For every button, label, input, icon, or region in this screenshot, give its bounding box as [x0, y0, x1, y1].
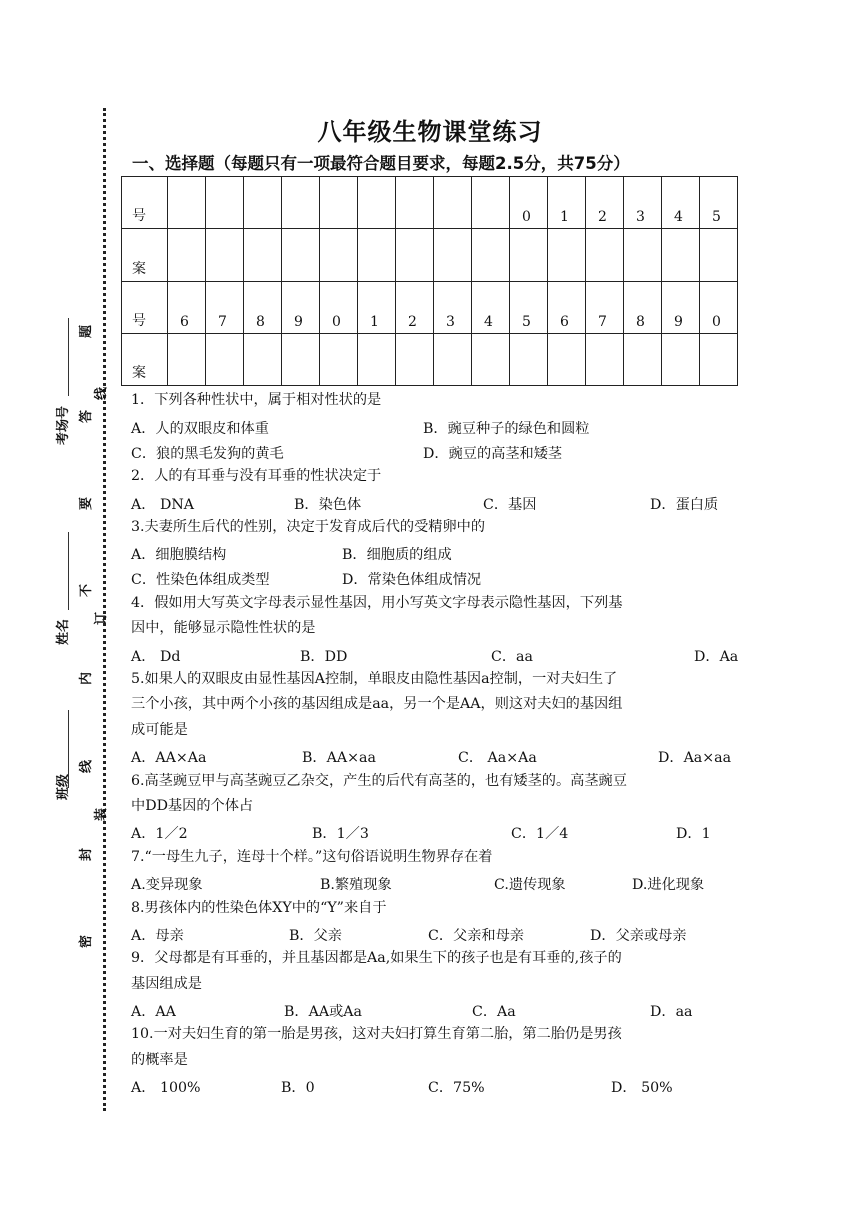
answer-cell[interactable] [434, 333, 472, 385]
table-cell: 3 [434, 281, 472, 333]
answer-cell[interactable] [396, 229, 434, 281]
question-stem: 1．下列各种性状中，属于相对性状的是 [131, 392, 382, 408]
option[interactable]: B．DD [300, 649, 348, 665]
seal-char: 封 [79, 847, 95, 862]
seal-char-2: 线 [94, 386, 110, 401]
option[interactable]: A．人的双眼皮和体重 [131, 421, 269, 437]
option[interactable]: C．75% [428, 1080, 485, 1096]
answer-cell[interactable] [700, 333, 738, 385]
answer-cell[interactable] [396, 333, 434, 385]
exam-room-line [68, 318, 69, 396]
option[interactable]: C．基因 [483, 497, 537, 513]
option[interactable]: A． Dd [131, 649, 181, 665]
table-cell: 4 [472, 281, 510, 333]
option[interactable]: B．细胞质的组成 [342, 547, 452, 563]
question-stem: 10.一对夫妇生育的第一胎是男孩，这对夫妇打算生育第二胎，第二胎仍是男孩 [131, 1026, 622, 1042]
option[interactable]: A．AA×Aa [131, 750, 207, 766]
option[interactable]: D.进化现象 [632, 877, 705, 893]
answer-cell[interactable] [472, 229, 510, 281]
answer-cell[interactable] [282, 333, 320, 385]
answer-cell[interactable] [662, 333, 700, 385]
option[interactable]: D． 50% [611, 1080, 673, 1096]
table-cell[interactable] [472, 177, 510, 229]
option[interactable]: D．Aa×aa [658, 750, 732, 766]
answer-cell[interactable] [358, 333, 396, 385]
option[interactable]: A．AA [131, 1004, 176, 1020]
answer-cell[interactable] [244, 229, 282, 281]
table-cell: 8 [244, 281, 282, 333]
option[interactable]: D．父亲或母亲 [590, 928, 687, 944]
table-cell: 9 [282, 281, 320, 333]
option[interactable]: B．豌豆种子的绿色和圆粒 [423, 421, 590, 437]
table-cell[interactable] [168, 177, 206, 229]
exam-room-label: 考场号 [56, 405, 71, 445]
table-cell: 6 [548, 281, 586, 333]
table-cell[interactable] [358, 177, 396, 229]
answer-cell[interactable] [624, 333, 662, 385]
option[interactable]: D．aa [650, 1004, 693, 1020]
question-stem: 2．人的有耳垂与没有耳垂的性状决定于 [131, 468, 382, 484]
answer-cell[interactable] [662, 229, 700, 281]
table-cell: 0 [320, 281, 358, 333]
option[interactable]: C．父亲和母亲 [428, 928, 524, 944]
table-row [122, 229, 738, 281]
question-stem: 9．父母都是有耳垂的，并且基因都是Aa,如果生下的孩子也是有耳垂的,孩子的 [131, 950, 622, 966]
option[interactable]: B．父亲 [289, 928, 342, 944]
question-stem: 4．假如用大写英文字母表示显性基因，用小写英文字母表示隐性基因，下列基 [131, 595, 623, 611]
answer-cell[interactable] [472, 333, 510, 385]
option[interactable]: B．AA或Aa [284, 1004, 362, 1020]
name-label: 姓名 [56, 618, 71, 645]
table-cell: 9 [662, 281, 700, 333]
table-cell: 2 [586, 177, 624, 229]
question-stem: 基因组成是 [131, 976, 202, 992]
table-row [122, 333, 738, 385]
table-cell: 0 [510, 177, 548, 229]
table-cell: 号 [122, 177, 168, 229]
table-cell: 案 [122, 229, 168, 281]
answer-cell[interactable] [320, 333, 358, 385]
table-cell: 8 [624, 281, 662, 333]
answer-cell[interactable] [206, 229, 244, 281]
option[interactable]: B．AA×aa [302, 750, 376, 766]
question-stem: 7.“一母生九子，连母十个样。”这句俗语说明生物界存在着 [131, 849, 493, 865]
option[interactable]: D．1 [676, 826, 711, 842]
question-stem: 成可能是 [131, 722, 188, 738]
table-cell: 7 [206, 281, 244, 333]
answer-cell[interactable] [624, 229, 662, 281]
option[interactable]: C．性染色体组成类型 [131, 572, 270, 588]
page-title: 八年级生物课堂练习 [317, 118, 543, 146]
answer-cell[interactable] [548, 229, 586, 281]
answer-cell[interactable] [548, 333, 586, 385]
option[interactable]: D．蛋白质 [650, 497, 719, 513]
seal-char: 不 [79, 583, 95, 598]
option[interactable]: B.繁殖现象 [320, 877, 392, 893]
question-stem: 中DD基因的个体占 [131, 798, 254, 814]
question-stem: 5.如果人的双眼皮由显性基因A控制，单眼皮由隐性基因a控制，一对夫妇生了 [131, 671, 618, 687]
seal-char: 内 [79, 671, 95, 686]
table-cell[interactable] [320, 177, 358, 229]
option[interactable]: C．1／4 [511, 826, 569, 842]
answer-cell[interactable] [206, 333, 244, 385]
answer-cell[interactable] [434, 229, 472, 281]
name-line [68, 532, 69, 610]
table-cell: 3 [624, 177, 662, 229]
option[interactable]: A． 100% [131, 1080, 201, 1096]
answer-cell[interactable] [586, 333, 624, 385]
option[interactable]: A.变异现象 [131, 877, 203, 893]
table-cell: 0 [700, 281, 738, 333]
answer-cell[interactable] [282, 229, 320, 281]
question-stem: 3.夫妻所生后代的性别，决定于发育成后代的受精卵中的 [131, 519, 486, 535]
option[interactable]: D．豌豆的高茎和矮茎 [423, 446, 563, 462]
option[interactable]: B．1／3 [312, 826, 369, 842]
table-cell: 4 [662, 177, 700, 229]
answer-cell[interactable] [168, 333, 206, 385]
class-label: 班级 [56, 773, 71, 800]
table-cell[interactable] [282, 177, 320, 229]
answer-cell[interactable] [168, 229, 206, 281]
table-cell: 2 [396, 281, 434, 333]
option[interactable]: D．Aa [694, 649, 739, 665]
answer-cell[interactable] [244, 333, 282, 385]
seal-char: 线 [79, 759, 95, 774]
option[interactable]: B．0 [281, 1080, 315, 1096]
option[interactable]: A．1／2 [131, 826, 188, 842]
seal-char: 答 [79, 409, 95, 424]
answer-cell[interactable] [510, 333, 548, 385]
option[interactable]: C．aa [491, 649, 533, 665]
seal-char-2: 订 [94, 611, 110, 626]
table-cell: 7 [586, 281, 624, 333]
option[interactable]: D．常染色体组成情况 [342, 572, 482, 588]
answer-cell[interactable] [586, 229, 624, 281]
question-stem: 因中，能够显示隐性性状的是 [131, 620, 316, 636]
table-cell: 号 [122, 281, 168, 333]
table-row [122, 177, 738, 229]
section-heading: 一、选择题（每题只有一项最符合题目要求，每题2.5分，共75分） [132, 154, 630, 173]
option[interactable]: A．细胞膜结构 [131, 547, 227, 563]
table-cell[interactable] [396, 177, 434, 229]
table-cell: 5 [700, 177, 738, 229]
table-cell: 1 [548, 177, 586, 229]
answer-cell[interactable] [358, 229, 396, 281]
question-stem: 6.高茎豌豆甲与高茎豌豆乙杂交，产生的后代有高茎的，也有矮茎的。高茎豌豆 [131, 773, 627, 789]
option[interactable]: C．Aa [472, 1004, 516, 1020]
table-row [122, 281, 738, 333]
table-cell[interactable] [206, 177, 244, 229]
option[interactable]: A．母亲 [131, 928, 184, 944]
class-line [68, 710, 69, 788]
question-stem: 的概率是 [131, 1052, 188, 1068]
option[interactable]: B．染色体 [294, 497, 362, 513]
table-cell: 5 [510, 281, 548, 333]
table-cell: 案 [122, 333, 168, 385]
seal-char: 密 [79, 934, 95, 949]
option[interactable]: C.遗传现象 [494, 877, 566, 893]
option[interactable]: C．狼的黑毛发狗的黄毛 [131, 446, 284, 462]
option[interactable]: A． DNA [131, 497, 194, 513]
option[interactable]: C． Aa×Aa [458, 750, 537, 766]
answer-cell[interactable] [700, 229, 738, 281]
table-cell[interactable] [244, 177, 282, 229]
binding-dotted-line [103, 108, 106, 1111]
answer-table [121, 176, 738, 386]
table-cell[interactable] [434, 177, 472, 229]
question-stem: 三个小孩，其中两个小孩的基因组成是aa，另一个是AA，则这对夫妇的基因组 [131, 696, 623, 712]
answer-cell[interactable] [320, 229, 358, 281]
seal-char-2: 装 [94, 807, 110, 822]
seal-char: 题 [79, 324, 95, 339]
question-stem: 8.男孩体内的性染色体XY中的“Y”来自于 [131, 900, 387, 916]
table-cell: 1 [358, 281, 396, 333]
answer-cell[interactable] [510, 229, 548, 281]
table-cell: 6 [168, 281, 206, 333]
seal-char: 要 [79, 496, 95, 511]
